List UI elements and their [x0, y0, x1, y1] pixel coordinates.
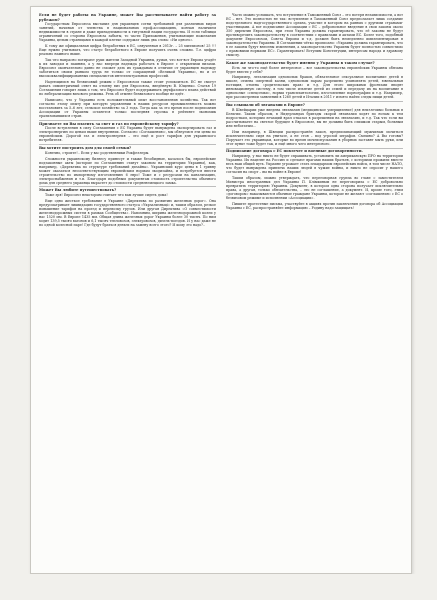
body-paragraph: К тому же официальная цифра безработных в ЕС, озвученная в 2013г. – 25 миллионов! 25 !!! Еще нужно учитывать, что статус безработного в Европе получить очень сложно. Т.е. цифры реально намного выше.: [39, 44, 216, 57]
newspaper-page: [30, 6, 412, 574]
section-heading: Если не будет работы на Украине, может Вы рассчитываете найти работу за рубежом?: [39, 13, 216, 22]
right-column: [226, 13, 403, 567]
article-section: [39, 144, 216, 155]
article-section: [39, 186, 216, 197]
article-section: [39, 157, 216, 185]
body-paragraph: Еще одно жесткое требование в Украине «Директива по развитию железных дорог». Она предусматривает ликвидацию государственного статуса «Укрзализныці» и, таким образом, резкое повышение тарифов на проезд и перевозку грузов. Или другая Директива «О совместимости железнодорожных систем в рамках Сообщества». Напомним, ширина железнодорожной колеи у нас 1520 мм. В Европе 1435 мм. Общая длина железных дорог Украины более 30 тысяч. По ним ходит 139,5 тысяч вагонов и 6,1 тысяч тепловозов, электровозов, дизель-поездов. И у нас даже не по одной колесной паре! Где будут браться деньги на замену всего этого? И кому это надо?..: [39, 198, 216, 227]
article-section: [39, 13, 216, 42]
body-paragraph: Надеющимся на безвизовый режим с Евросоюзом также стоит успокоиться. ЕС не смогут давать симметричный ответ на отмену виз для Евросоюза, введённую В. Ющенко. Статья 19 Соглашения говорит лишь о том, что Евросоюз будет поддерживать двухфазового плана действий по либерализации визового режима. Речь об отмене безвизового вообще не идёт.: [39, 79, 216, 97]
body-paragraph: Часто можно услышать, что вступление в Таможенный Союз – это потеря независимости, а вот ЕС – нет. Это полностью не так: вступление в Таможенный Союз предполагает лишь создание подотдельного надгосударственного органа, участие в котором на равных с другими странами-участницами. А вот подписание Ассоциации с ЕС – добровольное введение в свои законы около 350 директив Евросоюза, при этом Украина должна гарантировать, что её законы не будут противоречить законодательству в соответствии с правилами и актами ЕС. Более того, подобный документ Евросоюзом, Совета Европы и т.д. должен быть немедленно имплементирован в законодательство Украины. В Соглашении чётко прописано: «Украина должна гарантировать, что в ее законы будут внесены изменения, а законодательство Украины будет полностью совместимо с правовыми нормами ЕС». Гарантировать! Вступим Конституции, интересам народа и здравому смыслу.: [226, 13, 403, 58]
section-heading: Может Вы любите путешествовать?: [39, 186, 216, 192]
article-section: [226, 176, 403, 200]
page-margin-bottom: [0, 574, 437, 600]
article-section: [39, 58, 216, 78]
body-paragraph: Например, у нас никто не будет спрашивать, установить ли американскую ПРО на территории Украины. Их нацелят на Россию и сделают врагами наших братьев, с которыми прожили вместе весь наш общий путь. Украине угрожает стать плацдармом европейских войск, в том числе НАТО, что будет вынуждена привлечь наших людей в чужие войны, и никто не спросит у нашего согласия на спорт – вы на войне в Европе!: [226, 154, 403, 175]
section-heading: Вы слышали об эвтаназии в Европе?: [226, 101, 403, 107]
body-paragraph: Например, легализация однополых браков, обязательное сексуальное воспитание детей в школе, отмена смертной казни, однополым парам разрешено усыновлять детей, ювенальная юстиция, отмена «родительских прав» и т.д. Для этого широкими фронтами вводят инновационную систему, в том числе изъятие детей из семей и передачу их на воспитание в однополые «спецсемьи», нормы трансплантологии, изготовление порнографии и т.д. Например, при рассмотрении заявлений в 1260 детей в Италии в 2011 г изъято найти следы пищи детей.: [226, 75, 403, 100]
article-section: [226, 13, 403, 57]
body-paragraph: После вступления в силу Соглашения с ЕС Украина будет вынуждена экспортировать газ и электроэнергию по ценам выше внутренних. Согласно «Соглашению», мы обязуемся эти цены по европейским. Дорогой газ и электроэнергия – это ещё и рост тарифов для украинского потребителя.: [39, 126, 216, 143]
body-paragraph: В Швейцарии уже введена эвтаназия (медицинское умерщвление) для неизлечимо больных в Бельгии. Таким образом, в Нидерландах бригады скорой эвтаназии ходят по ночам к тем подросткам, которым лечащий врач отказал в разрешении на эвтаназию, и т.д. Так что если вы рассчитываете на светлое будущее в Евросоюзе, вы не должны быть слишком старым, больным или небогатым...: [226, 107, 403, 128]
article-section: [226, 202, 403, 210]
section-heading: Подписание договора с ЕС повлечет и военные договоренности.: [226, 148, 403, 154]
left-column: [39, 13, 216, 567]
article-section: [39, 98, 216, 118]
section-heading: Какое же законодательство будет именно у Украины в таком случае?: [226, 59, 403, 65]
section-heading: Вы хотите построить дом для своей семьи?: [39, 144, 216, 150]
article-section: [39, 44, 216, 56]
body-paragraph: Тоже зря! Евросоюз некоторым считает что вам лучше сидеть дома!: [45, 193, 168, 198]
article-section: [226, 59, 403, 74]
section-heading: Признаете ли Вы платить за свет и газ по европейскому тарифу?: [39, 120, 216, 126]
article-section: [226, 75, 403, 99]
article-columns: [39, 13, 403, 567]
article-section: [39, 120, 216, 143]
article-section: [226, 101, 403, 128]
body-paragraph: Так что напрасно потирают руки жители Западной Украины, думая, что вот-вот Европа угадёт к их заводам и пашням, а у нас впереди надежда работать в Европе с открытыми визами. Евросоюз окончательно давно не сможет дать их гражданам в отличие от украинцев надежду заботиться своим рынком труда не только от сокращений «Великой Украины», но и от высококвалифицированных специалистов интеллектуальных профессий.: [39, 58, 216, 79]
article-section: [39, 199, 216, 227]
body-paragraph: Таким образом, можно утверждать, что переговорная группа во главе с заместителем Министра иностранных дел Украины П. Клімкиным не переговорила с ЕС добровольно превратить территорию Украины. Документ, в котором одна сторона получает исключительно права, а другая, только обязательства, – это не соглашение, а документ. И, кроме того, этим «договором» наказываются обычные граждане Украины, которые не желают «соглашения» с ЕС о безвизовом режиме и исполнении «Ассоциации».: [226, 176, 403, 201]
body-paragraph: Пишите протестные письма, участвуйте в акциях против заключения договора об Ассоциации Украины с ЕС, распространяйте информацию – Родину надо защищать!: [226, 201, 403, 210]
body-paragraph: Конечно, строите!.. Если у вас родственники Рокфеллеры.: [45, 150, 150, 155]
body-paragraph: Сложности украинскому бизнесу принесут и также безобидные, казалось бы, европейские подзаконные акты (которые по Соглашению станут законом на территории Украины), как, например, «Директива по структуре требований дизайна». Украинский курс цены в 1 гривну может оказаться несоответствующим европейским нормам экодизайна, и потребуется ввести строительство по импортному изготовлению 6 евро! Тоже и с ресурсами на канализацию, электроснабжения и т.п. Благодаря подобным документам стоимость строительства обычного дома для среднего украинца вырастет до стоимости средненемецкого замка.: [39, 156, 216, 185]
article-section: [226, 130, 403, 146]
body-paragraph: Государствам Евросоюза выставил для украинцев сотни требований для различных видов занятий, начиная от членства в национальных проф.ассоциациях, кончая наличием недвижимости в стране и даже принадлежности к титульной нации государства. И если таблицы ограничений со стороны Евросоюза забыты, то части Приложения, учитывающие пожелания Украины, целым страницами в каждой клетке содержат лишь два слова: «Ни одного».: [39, 22, 216, 43]
body-paragraph: Или например, в Швеции распространён закон, предписывающий мужчинам мочиться исключительно сидя на унитазе, а не стоя – под угрозой штрафов. Смешно? А Вы готовы? Поручает это украинцам, которые во время мочеиспускания в уборных заставят мыть руки, или этот пункт тоже будет так, и ещё много чего интересного.: [226, 129, 403, 146]
article-section: [39, 80, 216, 96]
body-paragraph: Есть ли что-то ещё более интересное – все законодательства европейских Украины обязана будет ввести у себя?: [226, 65, 403, 74]
article-section: [226, 148, 403, 175]
body-paragraph: Написано, что у Украины есть положительный опыт восстановления хозяйства. Так вот согласно этому опыту при которую управлении в наших ресурсов промышленность можно восстановить за 5–6 лет, сельское хозяйство за 3 года. Тогда как за это время после подписания Ассоциации от Украины останется только последняя строчка в рейтинге экономик ерализовавшихся стран.: [39, 97, 216, 118]
